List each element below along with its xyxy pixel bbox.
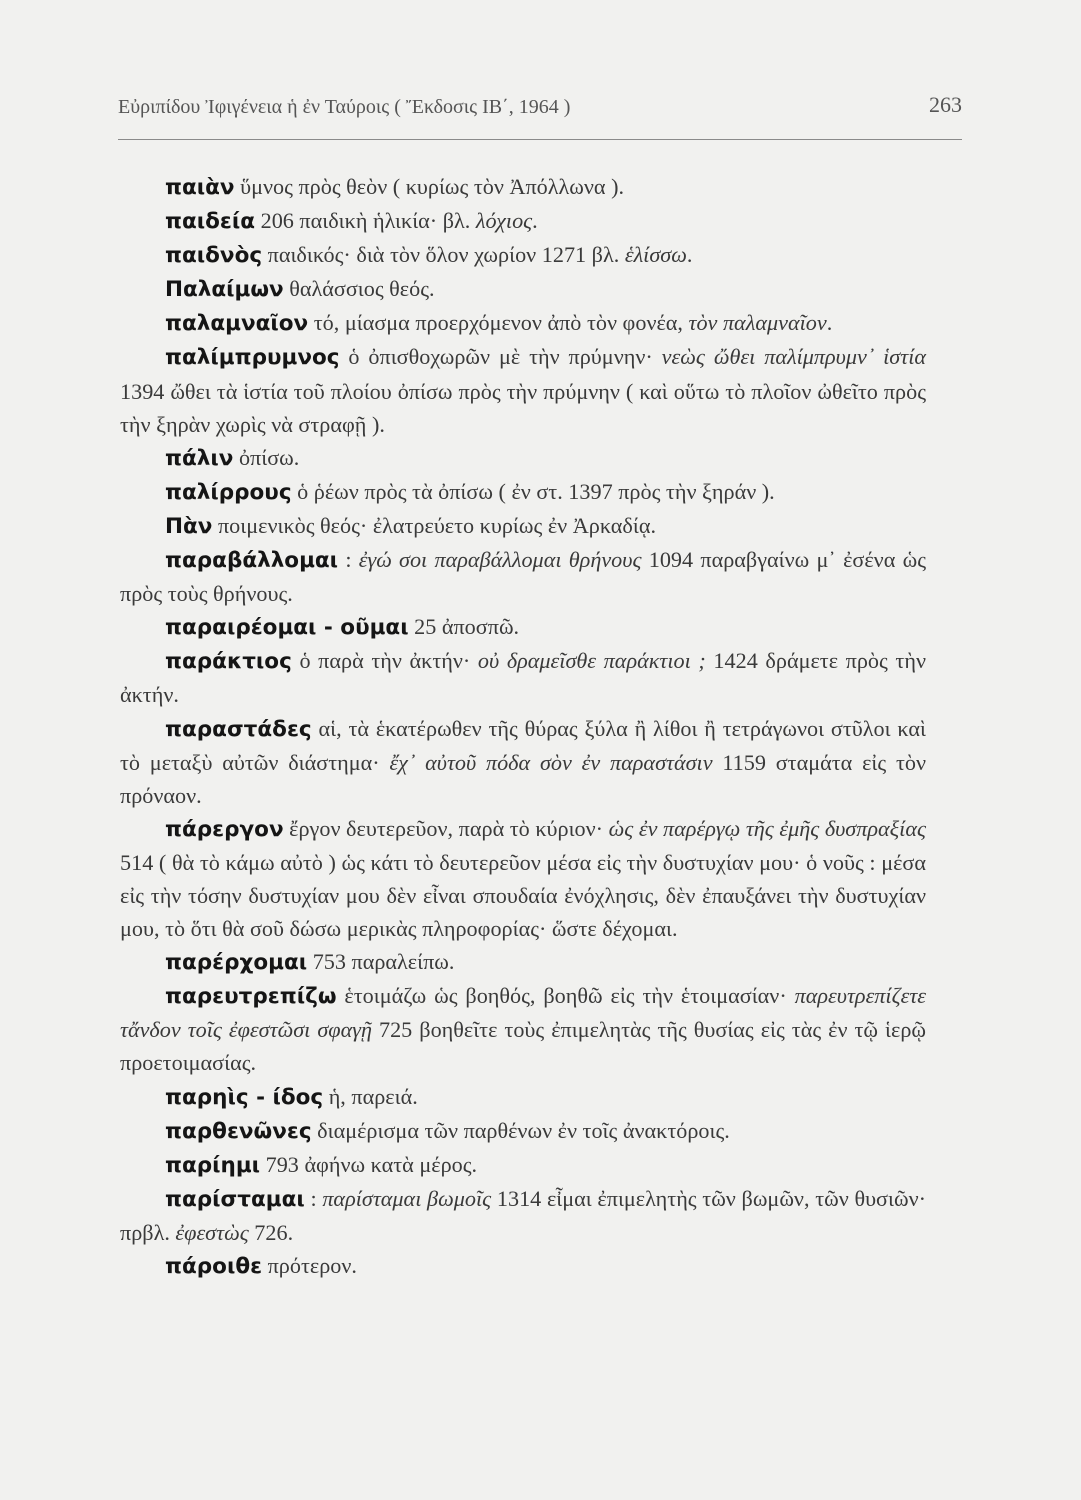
glossary-entry — [120, 204, 926, 238]
entry-definition: 206 παιδικὴ ἡλικία· βλ. — [255, 208, 476, 234]
entry-quotation: παρευτρεπίζετε τἄνδον τοῖς ἐφεστῶσι σφαγῇ — [120, 983, 926, 1043]
header-rule — [118, 139, 962, 140]
glossary-entry — [120, 979, 926, 1079]
entry-definition: παιδικός· διὰ τὸν ὅλον χωρίον 1271 βλ. — [262, 242, 625, 268]
entry-definition: ἔργον δευτερεῦον, παρὰ τὸ κύριον· — [283, 815, 609, 841]
entry-headword: Πὰν — [165, 513, 213, 539]
entry-quotation: ἑλίσσω — [624, 242, 687, 268]
entry-headword: παρευτρεπίζω — [165, 984, 337, 1010]
entry-definition: . — [826, 310, 833, 336]
entry-definition: 25 ἀποσπῶ. — [408, 614, 520, 640]
entry-definition: : — [338, 547, 359, 573]
entry-headword: παρθενῶνες — [165, 1118, 312, 1144]
entry-definition: 793 ἀφήνω κατὰ μέρος. — [260, 1151, 478, 1177]
entry-quotation: νεὼς ὤθει παλίμπρυμν᾽ ἱστία — [661, 344, 927, 370]
entry-headword: παλίρρους — [165, 479, 292, 505]
entry-definition: θαλάσσιος θεός. — [283, 276, 435, 302]
entry-definition: ὕμνος πρὸς θεὸν ( κυρίως τὸν Ἀπόλλωνα ). — [234, 174, 625, 199]
entry-headword: παραβάλλομαι — [165, 548, 339, 574]
entry-definition: 725 βοηθεῖτε τοὺς ἐπιμελητὰς τῆς θυσίας εἰς τὰς ἐν τῷ ἱερῷ προετοιμασίας. — [120, 1017, 926, 1076]
entry-definition: . — [686, 242, 693, 268]
glossary-entry — [120, 712, 926, 812]
entry-definition: ὁ ῥέων πρὸς τὰ ὀπίσω ( ἐν στ. 1397 πρὸς τὴν ξηράν ). — [291, 478, 775, 504]
glossary-entry — [120, 441, 926, 475]
glossary-entry — [120, 945, 926, 979]
entry-headword: παιὰν — [165, 175, 235, 200]
entry-definition: 753 παραλείπω. — [307, 949, 455, 975]
entry-headword: παλαμναῖον — [165, 311, 309, 337]
glossary-entry — [120, 306, 926, 340]
entry-headword: παρίσταμαι — [165, 1186, 305, 1212]
entry-definition: ὁ παρὰ τὴν ἀκτήν· — [291, 648, 478, 674]
header-title: Εὐριπίδου Ἰφιγένεια ἡ ἐν Ταύροις ( Ἔκδοσις ΙΒ΄, 1964 ) — [118, 96, 571, 118]
glossary-entry — [120, 1080, 926, 1114]
entry-headword: παρίημι — [165, 1152, 261, 1178]
entry-quotation: ἐφεστὼς — [175, 1219, 249, 1245]
entry-headword: πάλιν — [165, 445, 234, 471]
entry-definition: 1394 ὤθει τὰ ἱστία τοῦ πλοίου ὀπίσω πρὸς τὴν πρύμνην ( καὶ οὕτω τὸ πλοῖον ὠθεῖτο πρὸς τὴν ξηρὰν χωρὶς νὰ στραφῇ ). — [120, 378, 926, 437]
entry-definition: ὁ ὀπισθοχωρῶν μὲ τὴν πρύμνην· — [339, 344, 662, 370]
glossary-entry — [120, 272, 926, 306]
glossary-entry — [120, 509, 926, 543]
entry-headword: παραιρέομαι - οῦμαι — [165, 615, 409, 641]
entry-definition: ἡ, παρειά. — [323, 1083, 418, 1109]
glossary-entry — [120, 1148, 926, 1182]
entry-definition: 1159 σταμάτα εἰς τὸν πρόναον. — [120, 749, 926, 808]
entry-headword: παιδεία — [165, 209, 256, 235]
entry-quotation: λόχιος — [475, 208, 533, 234]
entry-definition: διαμέρισμα τῶν παρθένων ἐν τοῖς ἀνακτόροις. — [311, 1117, 730, 1143]
entry-headword: παράκτιος — [165, 649, 292, 675]
entry-definition: 514 ( θὰ τὸ κάμω αὐτὸ ) ὡς κάτι τὸ δευτερεῦον μέσα εἰς τὴν δυστυχίαν μου· ὁ νοῦς : μέσα εἰς τὴν τόσην δυστυχίαν μου δὲν εἶναι σπουδαία ἐνόχλησις, δὲν ἐπαυξάνει τὴν δυστυχίαν μου, τὸ ὅτι θὰ σοῦ δώσω μερικὰς πληροφορίας· ὥστε δέχομαι. — [120, 849, 926, 942]
entry-headword: παλίμπρυμνος — [165, 345, 340, 371]
glossary-entry — [120, 475, 926, 509]
entry-quotation: τὸν παλαμναῖον — [688, 310, 827, 336]
glossary-entry — [120, 1182, 926, 1249]
entry-headword: πάρεργον — [165, 816, 284, 842]
glossary-entry — [120, 543, 926, 610]
glossary-entry — [120, 340, 926, 440]
entry-headword: Παλαίμων — [165, 277, 284, 303]
entry-definition: ποιμενικὸς θεός· ἐλατρεύετο κυρίως ἐν Ἀρκαδίᾳ. — [212, 512, 657, 538]
running-header — [118, 92, 962, 122]
glossary-entry — [120, 1114, 926, 1148]
entry-definition: πρότερον. — [262, 1253, 357, 1278]
glossary-entry — [120, 238, 926, 272]
entry-headword: παιδνὸς — [165, 243, 263, 269]
entry-quotation: ἔχ᾽ αὐτοῦ πόδα σὸν ἐν παραστάσιν — [389, 749, 713, 775]
entry-definition: . — [532, 208, 538, 234]
entry-definition: 726. — [248, 1219, 294, 1245]
page-number: 263 — [929, 92, 962, 117]
glossary-entry — [120, 812, 926, 945]
entry-definition: 1424 δράμετε πρὸς τὴν ἀκτήν. — [120, 648, 926, 708]
entry-headword: παραστάδες — [165, 716, 312, 742]
entry-quotation: οὐ δραμεῖσθε παράκτιοι ; — [477, 648, 706, 674]
glossary-entry — [120, 610, 926, 644]
entry-headword: παρέρχομαι — [165, 950, 308, 976]
glossary-entry — [120, 170, 926, 204]
entry-headword: πάροιθε — [165, 1254, 263, 1279]
glossary-entry — [120, 1249, 926, 1283]
entry-definition: τό, μίασμα προερχόμενον ἀπὸ τὸν φονέα, — [308, 310, 689, 336]
glossary-entries — [120, 170, 926, 1283]
entry-headword: παρηὶς - ίδος — [165, 1084, 324, 1110]
entry-quotation: ἐγώ σοι παραβάλλομαι θρήνους — [358, 547, 642, 573]
entry-definition: 1314 εἶμαι ἐπιμελητὴς τῶν βωμῶν, τῶν θυσιῶν· πρβλ. — [120, 1185, 927, 1245]
entry-definition: 1094 παραβγαίνω μ᾽ ἐσένα ὡς πρὸς τοὺς θρήνους. — [120, 547, 926, 607]
entry-quotation: ὡς ἐν παρέργῳ τῆς ἐμῆς δυσπραξίας — [608, 815, 926, 841]
glossary-entry — [120, 644, 926, 711]
entry-definition: : — [304, 1185, 323, 1211]
entry-definition: ὀπίσω. — [233, 444, 300, 470]
entry-quotation: παρίσταμαι βωμοῖς — [322, 1185, 492, 1211]
entry-definition: αἱ, τὰ ἑκατέρωθεν τῆς θύρας ξύλα ἢ λίθοι ἢ τετράγωνοι στῦλοι καὶ τὸ μεταξὺ αὐτῶν διάστημα· — [120, 715, 926, 775]
entry-definition: ἑτοιμάζω ὡς βοηθός, βοηθῶ εἰς τὴν ἑτοιμασίαν· — [336, 983, 795, 1009]
